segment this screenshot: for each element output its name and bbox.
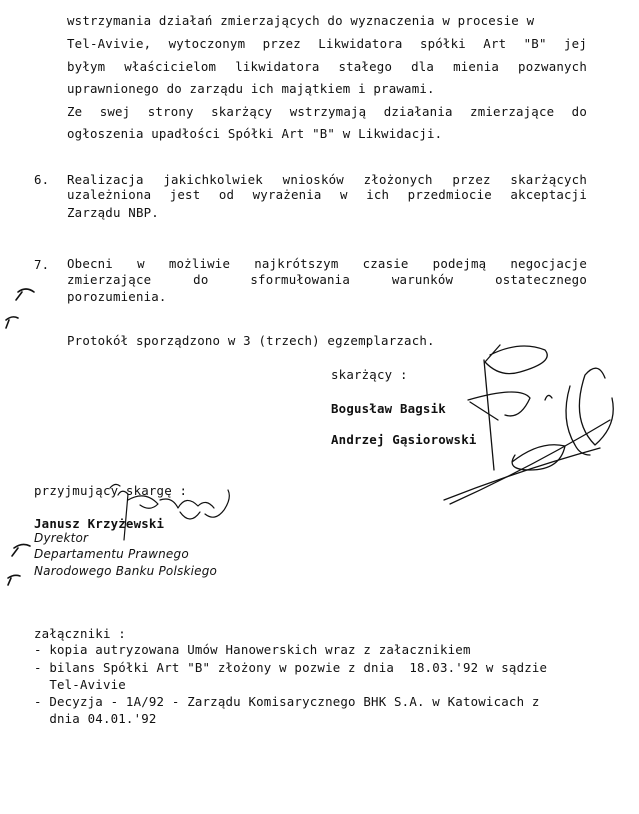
attachments-label: załączniki : <box>34 626 126 641</box>
list-item-line: Obecni w możliwie najkrótszym czasie podejmą negocjacje <box>67 256 587 271</box>
complainant-name: Bogusław Bagsik <box>331 401 446 416</box>
attachment-item: - bilans Spółki Art "B" złożony w pozwie z dnia 18.03.'92 w sądzie <box>34 660 548 675</box>
attachment-item: - kopia autryzowana Umów Hanowerskich wraz z załacznikiem <box>34 642 471 657</box>
receiver-title: Departamentu Prawnego <box>34 547 189 561</box>
protocol-note: Protokół sporządzono w 3 (trzech) egzemplarzach. <box>67 333 435 348</box>
paragraph-line: byłym właścicielom likwidatora stałego dla mienia pozwanych <box>67 59 587 74</box>
list-item-line: uzależniona jest od wyrażenia w ich przedmiocie akceptacji <box>67 187 587 202</box>
attachment-item: - Decyzja - 1A/92 - Zarządu Komisarycznego BHK S.A. w Katowicach z <box>34 694 540 709</box>
complainant-name: Andrzej Gąsiorowski <box>331 432 477 447</box>
paragraph-line: wstrzymania działań zmierzających do wyznaczenia w procesie w <box>67 13 535 28</box>
list-item-line: Zarządu NBP. <box>67 205 159 220</box>
paragraph-line: ogłoszenia upadłości Spółki Art "B" w Likwidacji. <box>67 126 443 141</box>
receiver-name: Janusz Krzyżewski <box>34 516 165 531</box>
list-number: 7. <box>34 257 50 272</box>
paragraph-line: uprawnionego do zarządu ich majątkiem i prawami. <box>67 81 435 96</box>
paragraph-line: Tel-Avivie, wytoczonym przez Likwidatora spółki Art "B" jej <box>67 36 587 51</box>
list-item-line: Realizacja jakichkolwiek wniosków złożonych przez skarżących <box>67 172 587 187</box>
list-item-line: porozumienia. <box>67 289 167 304</box>
list-item-line: zmierzające do sformułowania warunków ostatecznego <box>67 272 587 287</box>
receiver-title: Dyrektor <box>34 531 89 545</box>
attachment-item: Tel-Avivie <box>34 677 126 692</box>
complainants-label: skarżący : <box>331 367 408 382</box>
attachment-item: dnia 04.01.'92 <box>34 711 157 726</box>
list-number: 6. <box>34 172 50 187</box>
receiver-label: przyjmujący skargę : <box>34 483 188 498</box>
receiver-title: Narodowego Banku Polskiego <box>34 564 218 578</box>
paragraph-line: Ze swej strony skarżący wstrzymają działania zmierzające do <box>67 104 587 119</box>
